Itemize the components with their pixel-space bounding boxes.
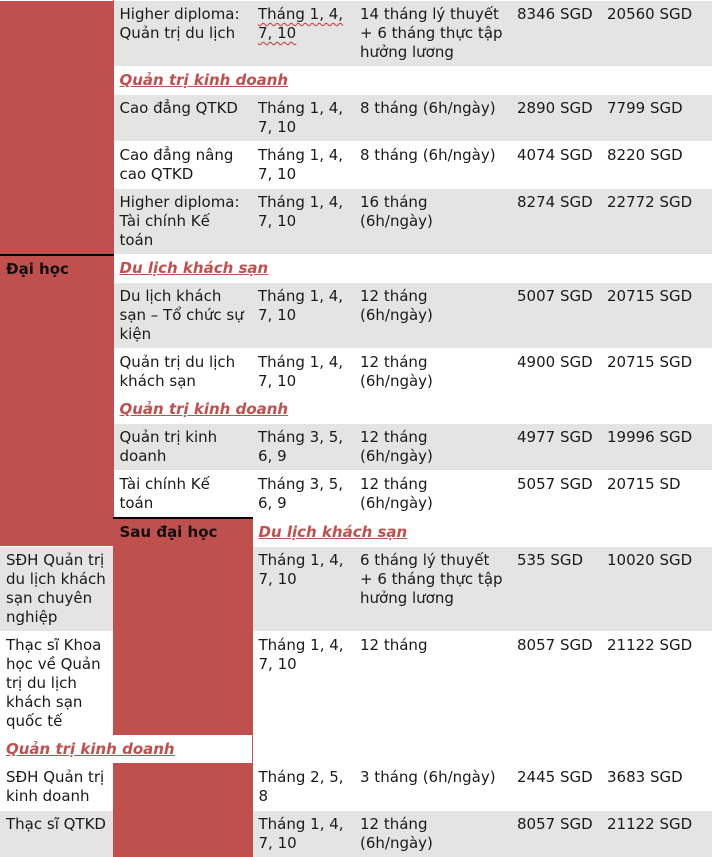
duration: 8 tháng (6h/ngày) <box>354 142 511 189</box>
program-name: Tài chính Kế toán <box>113 471 252 519</box>
fee-tuition: 4074 SGD <box>511 142 601 189</box>
fee-total: 22772 SGD <box>601 189 712 255</box>
duration: 12 tháng (6h/ngày) <box>354 810 511 857</box>
fee-tuition: 2890 SGD <box>511 95 601 142</box>
group-header: Du lịch khách sạn <box>252 518 712 546</box>
group-header: Quản trị kinh doanh <box>0 735 601 763</box>
duration: 6 tháng lý thuyết + 6 tháng thực tập hưởng lương <box>354 546 511 631</box>
fee-tuition: 8057 SGD <box>511 631 601 735</box>
fee-total: 20715 SGD <box>601 349 712 396</box>
level-cell <box>0 1 113 255</box>
intake-months: Tháng 1, 4, 7, 10 <box>252 95 354 142</box>
fee-tuition: 4900 SGD <box>511 349 601 396</box>
fee-tuition: 4977 SGD <box>511 424 601 471</box>
duration: 3 tháng (6h/ngày) <box>354 763 511 810</box>
fee-tuition: 2445 SGD <box>511 763 601 810</box>
table-row <box>0 1 712 67</box>
intake-months: Tháng 1, 4, 7, 10 <box>252 142 354 189</box>
fee-total: 7799 SGD <box>601 95 712 142</box>
fee-tuition: 5007 SGD <box>511 283 601 349</box>
intake-months: Tháng 2, 5, 8 <box>252 763 354 810</box>
level-cell: Sau đại học <box>113 518 252 857</box>
duration: 8 tháng (6h/ngày) <box>354 95 511 142</box>
table-row <box>0 546 712 631</box>
intake-months: Tháng 3, 5, 6, 9 <box>252 471 354 519</box>
program-name: Quản trị kinh doanh <box>113 424 252 471</box>
table-row <box>0 810 712 857</box>
intake-months: Tháng 1, 4, 7, 10 <box>252 631 354 735</box>
program-name: Higher diploma: Tài chính Kế toán <box>113 189 252 255</box>
table-row <box>0 763 712 810</box>
fee-total: 10020 SGD <box>601 546 712 631</box>
group-header: Quản trị kinh doanh <box>113 396 712 424</box>
intake-months: Tháng 3, 5, 6, 9 <box>252 424 354 471</box>
duration: 12 tháng (6h/ngày) <box>354 424 511 471</box>
duration: 16 tháng (6h/ngày) <box>354 189 511 255</box>
group-header: Quản trị kinh doanh <box>113 67 712 95</box>
intake-months: Tháng 1, 4, 7, 10 <box>252 349 354 396</box>
intake-months: Tháng 1, 4, 7, 10 <box>252 283 354 349</box>
level-cell: Đại học <box>0 255 113 547</box>
program-name: Quản trị du lịch khách sạn <box>113 349 252 396</box>
fee-total: 21122 SGD <box>601 631 712 735</box>
program-name: SĐH Quản trị kinh doanh <box>0 763 113 810</box>
program-name: Du lịch khách sạn – Tổ chức sự kiện <box>113 283 252 349</box>
duration: 12 tháng <box>354 631 511 735</box>
duration: 14 tháng lý thuyết + 6 tháng thực tập hưởng lương <box>354 1 511 67</box>
fee-total: 20715 SGD <box>601 283 712 349</box>
program-name: Higher diploma: Quản trị du lịch <box>113 1 252 67</box>
duration: 12 tháng (6h/ngày) <box>354 283 511 349</box>
program-name: Thạc sĩ Khoa học về Quản trị du lịch khách sạn quốc tế <box>0 631 113 735</box>
program-name: SĐH Quản trị du lịch khách sạn chuyên nghiệp <box>0 546 113 631</box>
fee-total: 8220 SGD <box>601 142 712 189</box>
fee-tuition: 535 SGD <box>511 546 601 631</box>
group-header-row <box>0 735 712 763</box>
intake-months: Tháng 1, 4, 7, 10 <box>252 810 354 857</box>
table-row <box>0 631 712 735</box>
program-name: Thạc sĩ QTKD <box>0 810 113 857</box>
fee-tuition: 8274 SGD <box>511 189 601 255</box>
program-name: Cao đẳng QTKD <box>113 95 252 142</box>
duration: 12 tháng (6h/ngày) <box>354 349 511 396</box>
program-name: Cao đẳng nâng cao QTKD <box>113 142 252 189</box>
fee-total: 21122 SGD <box>601 810 712 857</box>
fee-total: 3683 SGD <box>601 763 712 810</box>
intake-months: Tháng 1, 4, 7, 10 <box>252 1 354 67</box>
intake-months: Tháng 1, 4, 7, 10 <box>252 189 354 255</box>
fee-tuition: 8346 SGD <box>511 1 601 67</box>
fee-total: 19996 SGD <box>601 424 712 471</box>
fee-tuition: 5057 SGD <box>511 471 601 519</box>
group-header-row <box>0 255 712 283</box>
fee-total: 20560 SGD <box>601 1 712 67</box>
intake-months: Tháng 1, 4, 7, 10 <box>252 546 354 631</box>
duration: 12 tháng (6h/ngày) <box>354 471 511 519</box>
group-header: Du lịch khách sạn <box>113 255 712 283</box>
fee-total: 20715 SD <box>601 471 712 519</box>
fee-tuition: 8057 SGD <box>511 810 601 857</box>
